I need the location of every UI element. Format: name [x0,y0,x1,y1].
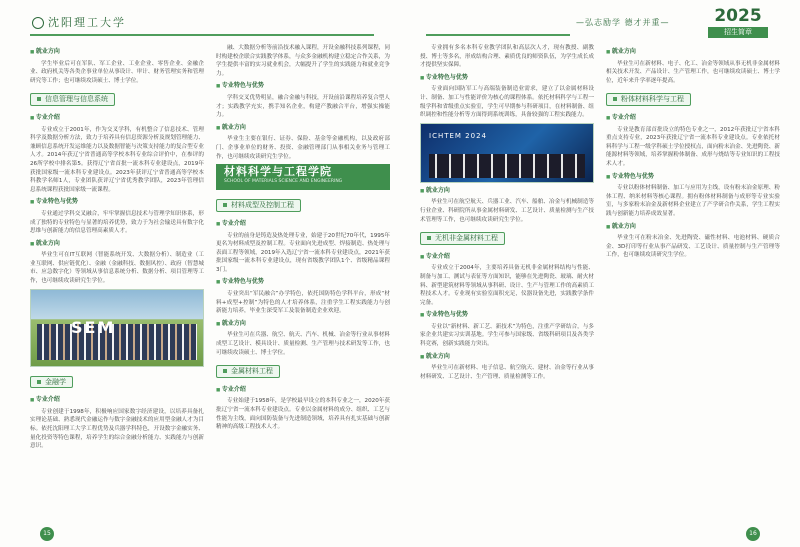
column-3 [420,44,594,384]
subheading: ■ 就业方向 [420,353,594,363]
subheading: ■ 专业特色与优势 [420,311,594,321]
body-paragraph: 专业的前身是铸造及热处理专业，始建于20世纪70年代，1995年更名为材料成型及控制工程。专业面向先进成型、焊接制造、热处理与表面工程等领域，2019年入选辽宁省一流本科专业建设点，2021年获批国家级一流本科专业建设点，现有省级教学团队1个、省级精品课程3门。 [216,232,390,273]
subheading: ■ 专业特色与优势 [606,173,780,183]
major-heading: 信息管理与信息系统 [30,93,115,106]
body-paragraph: 专业通过学科交叉融合，牢牢掌握信息技术与管理学知识体系，形成了独特的专业特色与显著的培养优势，致力于为社会输送具有数字化思维与创新能力的信息管理高素质人才。 [30,210,204,235]
header-rule-right [426,34,570,36]
body-paragraph: 专业成立于2004年，主要培养具备无机非金属材料结构与性能、制备与加工、测试与表征等方面知识，能够在先进陶瓷、玻璃、耐火材料、新型建筑材料等领域从事科研、设计、生产与管理工作的高素质工程技术人才。专业现有实验室面积充足，仪器设备先进，实践教学条件完备。 [420,265,594,306]
body-paragraph: 专业成立于2001年，作为交叉学科，有机整合了信息技术、管理科学及数据分析方法，致力于培养具有信息资源分析及规划管理能力、兼顾信息系统开发运维能力以及数据智能与决策支持能力的复合型专业人才。2014年获辽宁省普通高等学校本科专业综合评价中，在参评的26所学校中排名第5。获得辽宁省首批一流本科专业建设点，2019年获批国家级一流本科专业建设点。2023年获评辽宁省普通高等学校本科教学名师1人，专业团队获评辽宁省优秀教学团队，2023年管理信息系统课程获批国家级一流课程。 [30,126,204,193]
major-heading: 粉体材料科学与工程 [606,93,691,106]
year-label: 2025 [714,6,762,26]
subheading: ■ 专业特色与优势 [30,198,204,208]
body-paragraph: 专业以“新材料、新工艺、新技术”为特色，注重产学研结合，与多家企业共建实习实训基地。学生可参与国家级、省级科研项目及各类学科竞赛，创新实践能力突出。 [420,323,594,348]
conference-photo [420,123,594,183]
body-paragraph: 毕业生可在IT互联网（智能系统开发、大数据分析）、制造业（工业互联网、供应链优化）、金融（金融科技、数据风控）、政府（智慧城市、应急数字化）等领域从事信息系统分析、数据分析、项目管理等工作，也可继续攻读研究生学位。 [30,252,204,285]
subheading: ■ 就业方向 [606,48,780,58]
emblem-icon [32,17,44,29]
body-paragraph: 专业创建于1998年，积极响应国家数字经济建设，以培养具备扎实理论基础、熟悉现代金融运作与数字金融技术的应用型金融人才为目标。依托沈阳理工大学工程优势及兵器学科特色，开设数字金融实务、量化投资等特色课程，培养学生的综合金融分析能力、实践能力与创新意识。 [30,408,204,450]
photo-banner-text: SEM [71,317,116,337]
college-english-name: SCHOOL OF MATERIALS SCIENCE AND ENGINEERING [224,178,343,184]
subheading: ■ 专业特色与优势 [420,74,594,84]
subheading: ■ 专业介绍 [216,220,390,230]
college-banner [216,164,390,190]
subheading: ■ 就业方向 [216,124,390,134]
body-paragraph: 专业突出“军民融合”办学特色，依托国防特色学科平台，形成“材料+成型+控制”为特色的人才培养体系，注重学生工程实践能力与创新能力培养，毕业生深受军工及装备制造企业欢迎。 [216,291,390,315]
body-paragraph: 毕业生可在新材料、电子、化工、冶金等领域从事无机非金属材料相关技术开发、产品设计、生产管理工作，也可继续攻读硕士、博士学位，近年来升学率逐年提高。 [606,60,780,84]
subheading: ■ 专业介绍 [420,253,594,263]
column-4 [606,44,780,263]
page-number-right: 16 [746,527,760,541]
subheading: ■ 就业方向 [30,240,204,250]
header-rule-left [30,34,374,36]
body-paragraph: 专业是教育部首批设立的特色专业之一，2012年获批辽宁省本科重点支持专业，2023年获批辽宁省一流本科专业建设点。专业依托材料科学与工程一级学科硕士学位授权点，面向粉末冶金、先进陶瓷、新能源材料等领域，培养掌握粉体制备、成形与烧结等专业知识的工程技术人才。 [606,126,780,167]
column-1 [30,44,204,454]
major-heading: 材料成型及控制工程 [216,199,301,212]
subheading: ■ 专业介绍 [606,114,780,124]
logo-text: 沈阳理工大学 [48,16,126,29]
people-graphic [429,154,585,178]
body-paragraph: 专业拥有多名本科专业教学团队和高层次人才，现有教授、副教授、博士等多名，形成结构合理、素质优良的师资队伍，为学生成长成才提供坚实保障。 [420,45,594,69]
major-heading: 金属材料工程 [216,365,280,378]
major-heading: 金融学 [30,376,73,389]
brochure-label: 招生简章 [708,27,768,38]
body-paragraph: 专业以粉体材料制备、加工与应用为主线，设有粉末冶金原理、粉体工程、纳米材料等核心课程。拥有粉体材料制备与成形等专业实验室，与多家粉末冶金及新材料企业建立了产学研合作关系，学生工程实践与创新能力培养成效显著。 [606,185,780,217]
body-paragraph: 毕业生可在粉末冶金、先进陶瓷、磁性材料、电池材料、硬质合金、3D打印等行业从事产品研发、工艺设计、质量控制与生产管理等工作，也可继续攻读研究生学位。 [606,235,780,259]
subheading: ■ 专业介绍 [216,386,390,396]
subheading: ■ 就业方向 [30,48,204,58]
year-badge [708,6,768,40]
header-slogan: —弘志励学 德才并重— [576,18,670,27]
subheading: ■ 就业方向 [606,223,780,233]
subheading: ■ 专业特色与优势 [216,278,390,288]
page-number-left: 15 [40,527,54,541]
body-paragraph: 专业面向国防军工与高端装备制造业需求，建立了以金属材料设计、制备、加工与性能评价为核心的课程体系。依托材料科学与工程一级学科和省级重点实验室，学生可早期参与科研项目，在材料制备、组织调控和性能分析等方面得到系统训练，具备较强的工程实践能力。 [420,86,594,119]
body-paragraph: 毕业生可在新材料、电子信息、航空航天、建材、冶金等行业从事材料研发、工艺设计、生产管理、质量检测等工作。 [420,365,594,380]
graduation-photo [30,289,204,367]
page-header [0,0,800,40]
body-paragraph: 专业始建于1958年，是学校最早设立的本科专业之一，2020年获批辽宁省一流本科专业建设点。专业以金属材料的成分、组织、工艺与性能为主线，面向国防装备与先进制造领域，培养具有扎实基础与创新精神的高级工程技术人才。 [216,398,390,431]
column-2 [216,44,390,435]
conference-banner-text: ICHTEM 2024 [429,131,487,140]
body-paragraph: 学科交叉优势明显，融合金融与科技，开设前沿课程培养复合型人才；实践教学充实，携手知名企业，构建产教融合平台，增强实操能力。 [216,94,390,119]
subheading: ■ 就业方向 [216,320,390,330]
crowd-graphic [37,317,197,360]
subheading: ■ 专业介绍 [30,396,204,406]
major-heading: 无机非金属材料工程 [420,232,505,245]
subheading: ■ 就业方向 [420,187,594,197]
body-paragraph: 毕业生主要在银行、证券、保险、基金等金融机构，以及政府部门、企事业单位的财务、投资、金融管理部门从事相关业务与管理工作，也可继续攻读研究生学位。 [216,136,390,160]
body-paragraph: 学生毕业后可在军队、军工企业、工业企业、零售企业、金融企业、政府机关等各类企事业单位从事设计、审计、财务管理实务和管理研究等工作；也可继续攻读硕士、博士学位。 [30,60,204,84]
subheading: ■ 专业特色与优势 [216,82,390,92]
body-paragraph: 毕业生可在兵器、航空、航天、汽车、机械、冶金等行业从事材料成型工艺设计、模具设计、质量检测、生产管理与技术研发等工作，也可继续攻读硕士、博士学位。 [216,332,390,356]
body-paragraph: 毕业生可在航空航天、兵器工业、汽车、船舶、冶金与机械制造等行业企业、科研院所从事金属材料研发、工艺设计、质量检测与生产技术管理等工作，也可继续攻读研究生学位。 [420,199,594,223]
university-logo [32,14,126,30]
college-title: 材料科学与工程学院 [224,165,332,179]
body-paragraph: 融、大数据分析等前沿技术融入课程，开设金融科技系列课程，同时构建校企联合实践教学体系，与众多金融机构建立稳定合作关系，为学生提供丰富的实习就业机会，大幅提升了学生的实践能力和就业竞争力。 [216,45,390,77]
subheading: ■ 专业介绍 [30,114,204,124]
